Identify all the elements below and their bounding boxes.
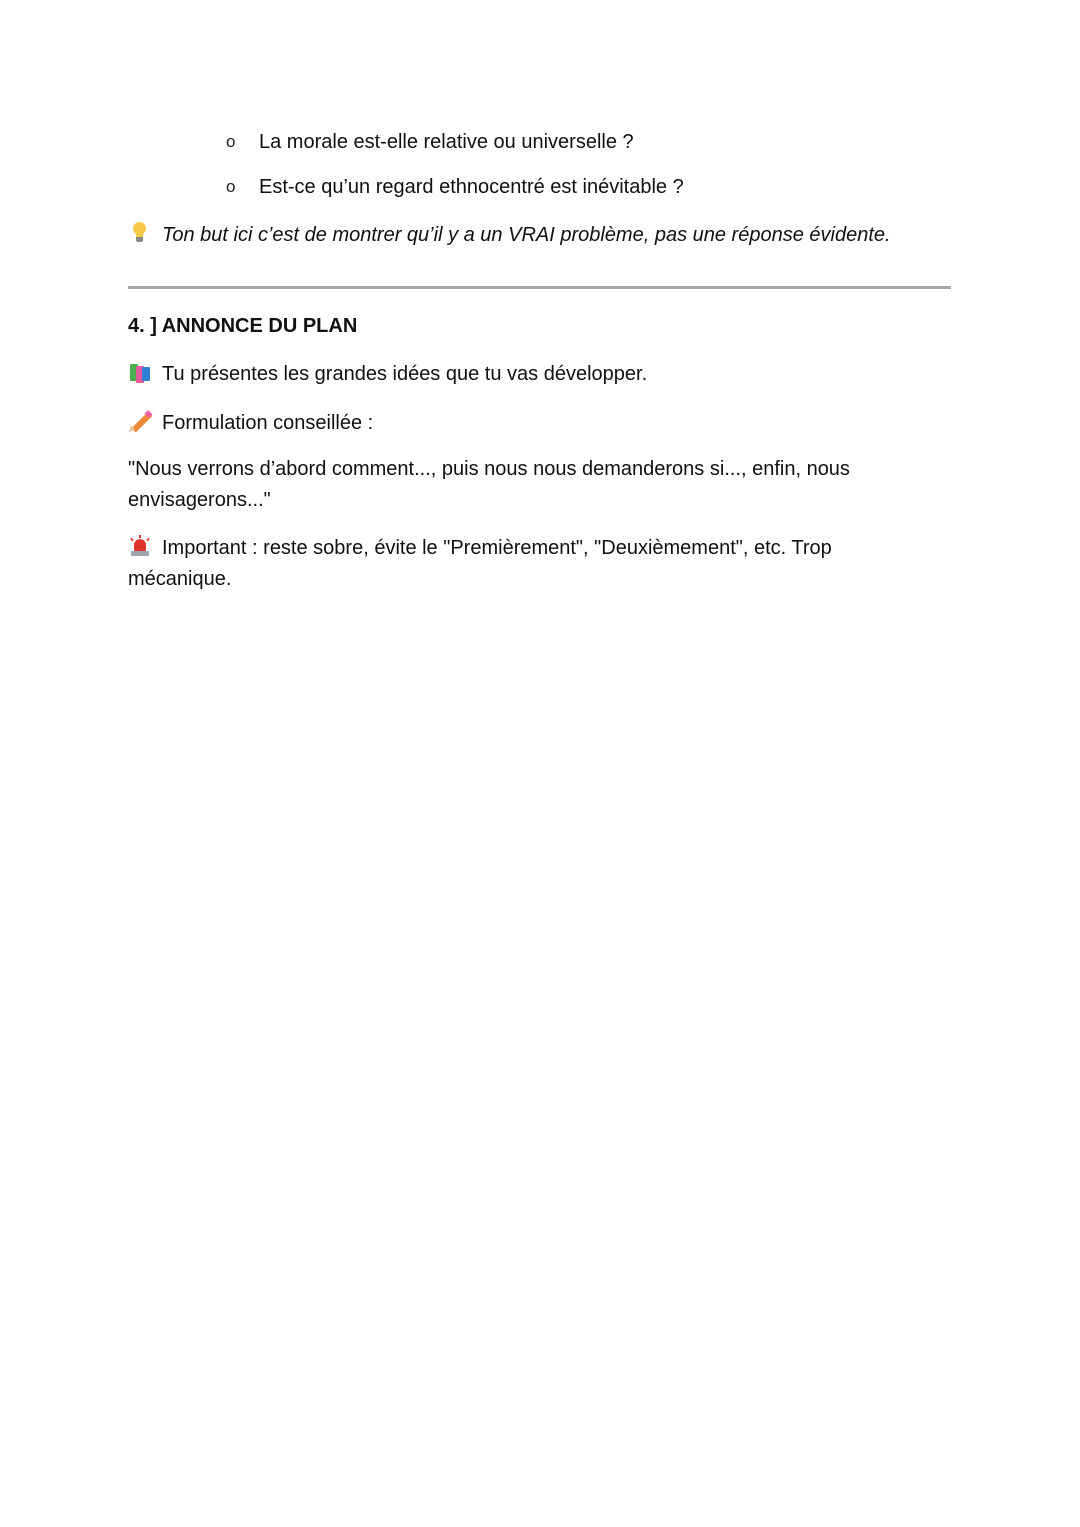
horizontal-divider xyxy=(128,286,951,289)
tip-paragraph xyxy=(128,220,928,251)
intro-text: Tu présentes les grandes idées que tu vas développer. xyxy=(162,363,648,385)
sub-bullet-item xyxy=(226,129,634,155)
lightbulb-icon xyxy=(128,222,152,244)
siren-icon xyxy=(128,535,152,557)
important-paragraph xyxy=(128,533,888,595)
pencil-icon xyxy=(128,410,152,432)
tip-text: Ton but ici c’est de montrer qu’il y a un VRAI problème, pas une réponse évidente. xyxy=(162,224,891,246)
bullet-marker: o xyxy=(226,177,236,196)
sub-bullet-item xyxy=(226,174,684,200)
books-icon xyxy=(128,361,152,383)
sub-bullet-text: La morale est-elle relative ou universelle ? xyxy=(259,131,634,153)
bullet-marker: o xyxy=(226,132,236,151)
sub-bullet-text: Est-ce qu’un regard ethnocentré est inévitable ? xyxy=(259,176,684,198)
important-text: Important : reste sobre, évite le "Premièrement", "Deuxièmement", etc. Trop mécanique. xyxy=(128,537,832,590)
example-quote: "Nous verrons d’abord comment..., puis nous nous demanderons si..., enfin, nous envisagerons..." xyxy=(128,458,850,511)
intro-paragraph xyxy=(128,359,928,390)
formulation-label-text: Formulation conseillée : xyxy=(162,412,374,434)
formulation-label-paragraph xyxy=(128,408,928,439)
section-heading: 4. ] ANNONCE DU PLAN xyxy=(128,315,358,337)
